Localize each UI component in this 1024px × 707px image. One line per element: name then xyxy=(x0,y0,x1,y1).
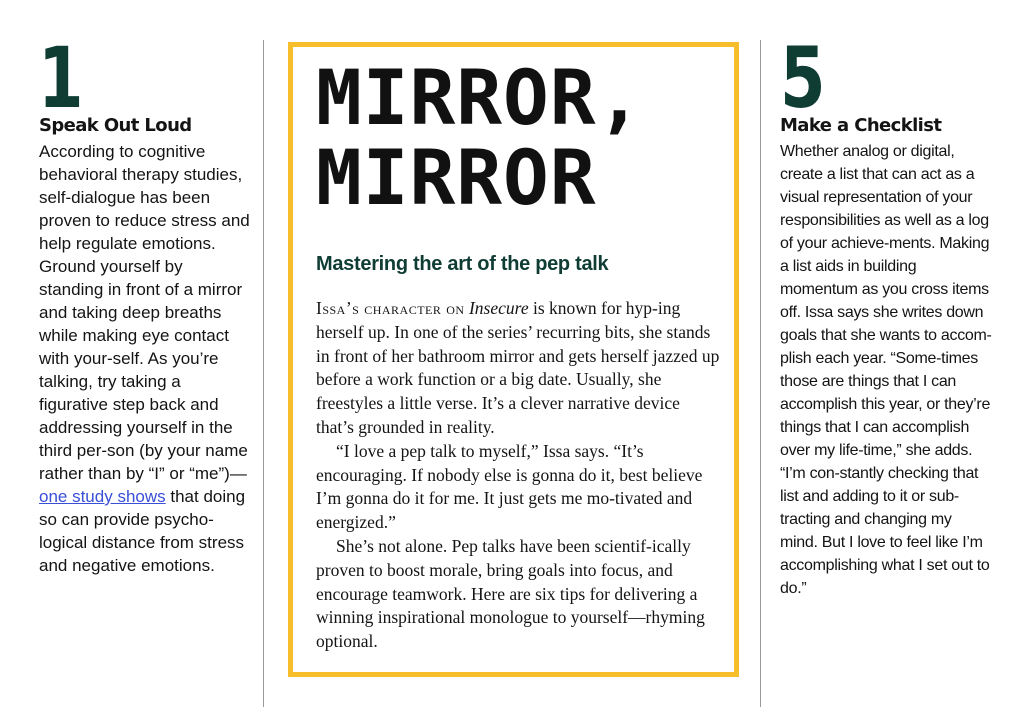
show-title: Insecure xyxy=(468,298,529,318)
tip-title-speak-out-loud: Speak Out Loud xyxy=(39,115,192,136)
article-paragraph-2: “I love a pep talk to myself,” Issa says. “It’s encouraging. If nobody else is gonna do it, best believe I’m gonna do it for me. It just gets me mo-tivated and energized.” xyxy=(316,440,703,533)
feature-article xyxy=(316,297,720,654)
article-paragraph-3: She’s not alone. Pep talks have been scientif-ically proven to boost morale, bring goals into focus, and encourage teamwork. Here are six tips for delivering a winning inspirational monologue to yourself—rhyming optional. xyxy=(316,535,705,652)
article-paragraph-1 xyxy=(316,297,720,440)
tip-body-make-a-checklist: Whether analog or digital, create a list that can act as a visual representation of your responsibilities as well as a log of your achieve-ments. Making a list aids in building momentum as you cross items off. Issa says she writes down goals that she wants to accom-plish each year. “Some-times those are things that I can accomplish this year, or they’re things that I can accomplish over my life-time,” she adds. “I’m con-stantly checking that list and adding to it or sub-tracting and changing my mind. But I love to feel like I’m accomplishing what I set out to do.” xyxy=(780,143,992,597)
tip-number-5: 5 xyxy=(780,29,823,127)
headline-line-1: MIRROR, xyxy=(316,53,644,142)
tip-body-speak-out-loud xyxy=(39,140,251,577)
tip-title-make-a-checklist: Make a Checklist xyxy=(780,115,942,136)
tip-body-text-before-link: According to cognitive behavioral therapy studies, self-dialogue has been proven to reduce stress and help regulate emotions. Ground yourself by standing in front of a mirror and taking deep breaths while making eye contact with your-self. As you’re talking, try taking a figurative step back and addressing yourself in the third per-son (by your name rather than by “I” or “me”)— xyxy=(39,142,250,483)
article-lead-in: Issa’s character on xyxy=(316,298,465,318)
tip-number-1: 1 xyxy=(38,29,81,127)
column-divider-left xyxy=(263,40,264,707)
feature-headline xyxy=(316,53,736,222)
column-divider-right xyxy=(760,40,761,707)
feature-dek: Mastering the art of the pep talk xyxy=(316,253,609,275)
headline-line-2: MIRROR xyxy=(316,133,597,222)
study-link[interactable]: one study shows xyxy=(39,487,166,506)
tip-body-text-after-link: that doing so can provide psycho-logical distance from stress and negative emotions. xyxy=(39,487,246,575)
article-paragraph-1-rest: is known for hyp-ing herself up. In one of the series’ recurring bits, she stands in front of her bathroom mirror and gets herself jazzed up before a work function or a big date. Usually, she freestyles a little verse. It’s a clever narrative device that’s grounded in reality. xyxy=(316,298,720,437)
